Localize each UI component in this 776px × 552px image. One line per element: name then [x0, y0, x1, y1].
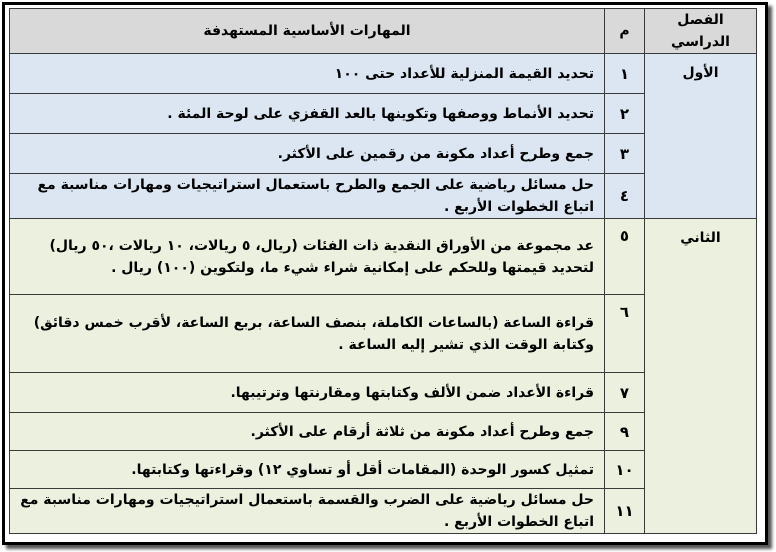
skill-text: حل مسائل رياضية على الضرب والقسمة باستعمال استراتيجيات ومهارات مناسبة مع اتباع الخطوات الأربع . [10, 489, 605, 534]
table-row [10, 219, 757, 295]
row-number: ١٠ [605, 451, 645, 489]
row-number: ٤ [605, 174, 645, 219]
skill-text: تمثيل كسور الوحدة (المقامات أقل أو تساوي ١٢) وقراءتها وكتابتها. [10, 451, 605, 489]
skill-text: تحديد القيمة المنزلية للأعداد حتى ١٠٠ [10, 54, 605, 94]
semester-first: الأول [645, 54, 757, 219]
table-row [10, 373, 757, 413]
header-number: م [605, 9, 645, 54]
table-header-row [10, 9, 757, 54]
row-number: ٣ [605, 134, 645, 174]
skill-text: حل مسائل رياضية على الجمع والطرح باستعمال استراتيجيات ومهارات مناسبة مع اتباع الخطوات الأربع . [10, 174, 605, 219]
row-number: ١١ [605, 489, 645, 534]
table-row [10, 134, 757, 174]
header-skills: المهارات الأساسية المستهدفة [10, 9, 605, 54]
semester-second: الثاني [645, 219, 757, 534]
table-row [10, 174, 757, 219]
row-number: ٧ [605, 373, 645, 413]
skills-table [9, 8, 757, 534]
header-semester: الفصل الدراسي [645, 9, 757, 54]
row-number: ٢ [605, 94, 645, 134]
row-number: ١ [605, 54, 645, 94]
row-number: ٩ [605, 413, 645, 451]
table-row [10, 451, 757, 489]
table-row [10, 54, 757, 94]
table-row [10, 94, 757, 134]
table-row [10, 489, 757, 534]
table-row [10, 413, 757, 451]
skill-text: قراءة الساعة (بالساعات الكاملة، بنصف الساعة، بربع الساعة، لأقرب خمس دقائق) وكتابة الوقت الذي تشير إليه الساعة . [10, 295, 605, 373]
skill-text: قراءة الأعداد ضمن الألف وكتابتها ومقارنتها وترتيبها. [10, 373, 605, 413]
skill-text: جمع وطرح أعداد مكونة من ثلاثة أرقام على الأكثر. [10, 413, 605, 451]
row-number: ٥ [605, 219, 645, 295]
row-number: ٦ [605, 295, 645, 373]
skill-text: عد مجموعة من الأوراق النقدية ذات الفئات (ريال، ٥ ريالات، ١٠ ريالات ،٥٠ ريال) لتحديد قيمتها وللحكم على إمكانية شراء شيء ما، ولتكوين (١٠٠) ريال . [10, 219, 605, 295]
skill-text: تحديد الأنماط ووصفها وتكوينها بالعد القفزي على لوحة المئة . [10, 94, 605, 134]
table-row [10, 295, 757, 373]
skill-text: جمع وطرح أعداد مكونة من رقمين على الأكثر. [10, 134, 605, 174]
